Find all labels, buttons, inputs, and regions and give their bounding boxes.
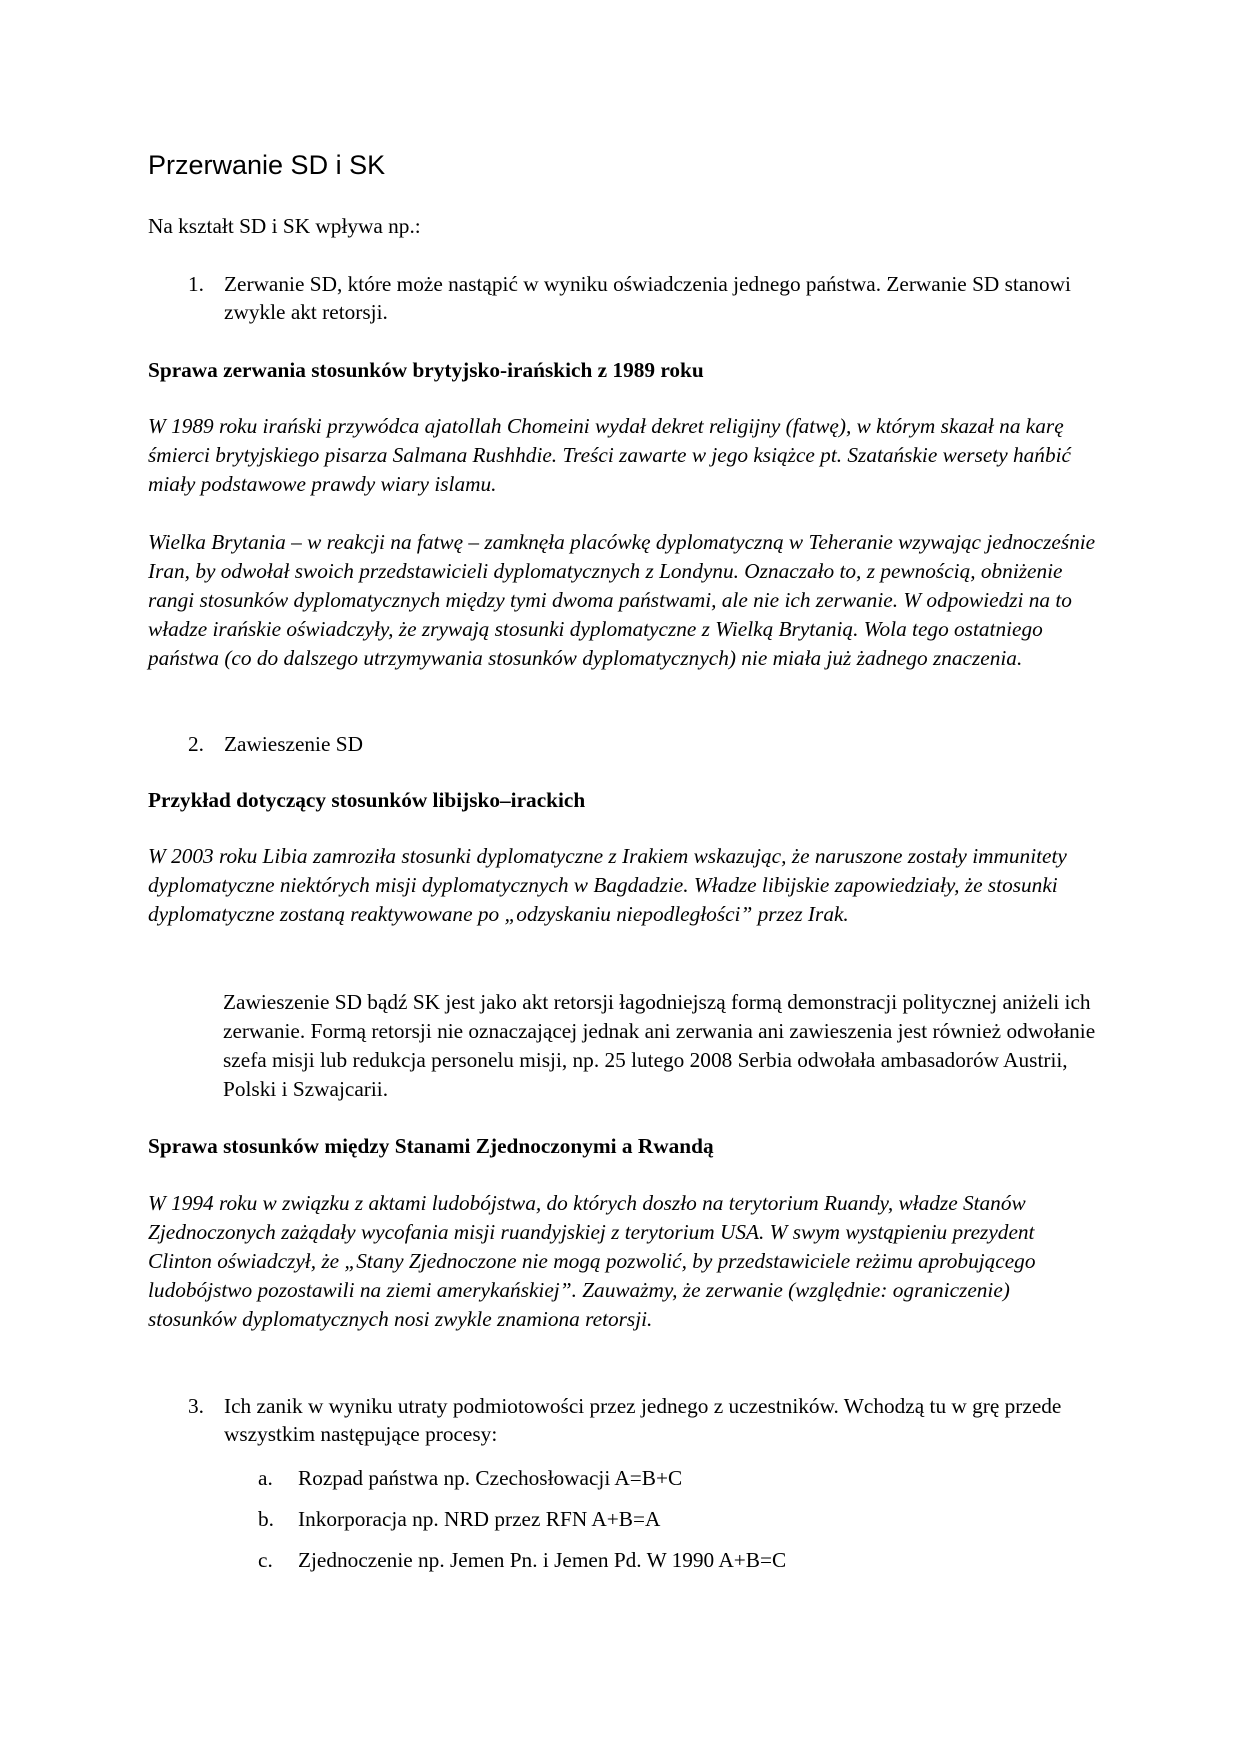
sub-item-letter: b.	[258, 1507, 274, 1531]
section-heading-3: Sprawa stosunków między Stanami Zjednoczonymi a Rwandą	[148, 1134, 714, 1158]
sub-item-text: Zjednoczenie np. Jemen Pn. i Jemen Pd. W 1990 A+B=C	[298, 1548, 787, 1572]
document-title: Przerwanie SD i SK	[148, 150, 386, 180]
list-text: Zawieszenie SD	[224, 732, 363, 756]
sub-item-text: Rozpad państwa np. Czechosłowacji A=B+C	[298, 1466, 683, 1490]
list-number: 3.	[188, 1394, 204, 1418]
intro-paragraph: Na kształt SD i SK wpływa np.:	[148, 214, 421, 238]
section-heading-1: Sprawa zerwania stosunków brytyjsko-irańskich z 1989 roku	[148, 358, 704, 382]
section-1-paragraph-1: W 1989 roku irański przywódca ajatollah Chomeini wydał dekret religijny (fatwę), w którym skazał na karę śmierci brytyjskiego pisarza Salmana Rushhdie. Treści zawarte w jego książce pt. Szatańskie wersety hańbić miały podstawowe prawdy wiary islamu.	[148, 414, 1071, 496]
sub-item-text: Inkorporacja np. NRD przez RFN A+B=A	[298, 1507, 661, 1531]
sub-item-letter: a.	[258, 1466, 273, 1490]
list-number: 2.	[188, 732, 204, 756]
list-text: Ich zanik w wyniku utraty podmiotowości przez jednego z uczestników. Wchodzą tu w grę przede wszystkim następujące procesy:	[224, 1394, 1062, 1446]
sub-item-letter: c.	[258, 1548, 273, 1572]
section-2-paragraph-1: W 2003 roku Libia zamroziła stosunki dyplomatyczne z Irakiem wskazując, że naruszone zostały immunitety dyplomatyczne niektórych misji dyplomatycznych w Bagdadzie. Władze libijskie zapowiedziały, że stosunki dyplomatyczne zostaną reaktywowane po „odzyskaniu niepodległości” przez Irak.	[148, 844, 1067, 926]
section-2-note: Zawieszenie SD bądź SK jest jako akt retorsji łagodniejszą formą demonstracji politycznej aniżeli ich zerwanie. Formą retorsji nie oznaczającej jednak ani zerwania ani zawieszenia jest również odwołanie szefa misji lub redukcja personelu misji, np. 25 lutego 2008 Serbia odwołała ambasadorów Austrii, Polski i Szwajcarii.	[223, 990, 1096, 1101]
section-1-paragraph-2: Wielka Brytania – w reakcji na fatwę – zamknęła placówkę dyplomatyczną w Teheranie wzywając jednocześnie Iran, by odwołał swoich przedstawicieli dyplomatycznych z Londynu. Oznaczało to, z pewnością, obniżenie rangi stosunków dyplomatycznych między tymi dwoma państwami, ale nie ich zerwanie. W odpowiedzi na to władze irańskie oświadczyły, że zrywają stosunki dyplomatyczne z Wielką Brytanią. Wola tego ostatniego państwa (co do dalszego utrzymywania stosunków dyplomatycznych) nie miała już żadnego znaczenia.	[148, 530, 1096, 670]
list-text: Zerwanie SD, które może nastąpić w wyniku oświadczenia jednego państwa. Zerwanie SD stanowi zwykle akt retorsji.	[224, 272, 1071, 324]
section-heading-2: Przykład dotyczący stosunków libijsko–irackich	[148, 788, 586, 812]
list-number: 1.	[188, 272, 204, 296]
section-3-paragraph-1: W 1994 roku w związku z aktami ludobójstwa, do których doszło na terytorium Ruandy, władze Stanów Zjednoczonych zażądały wycofania misji ruandyjskiej z terytorium USA. W swym wystąpieniu prezydent Clinton oświadczył, że „Stany Zjednoczone nie mogą pozwolić, by przedstawiciele reżimu aprobującego ludobójstwo pozostawili na ziemi amerykańskiej”. Zauważmy, że zerwanie (względnie: ograniczenie) stosunków dyplomatycznych nosi zwykle znamiona retorsji.	[148, 1191, 1036, 1331]
